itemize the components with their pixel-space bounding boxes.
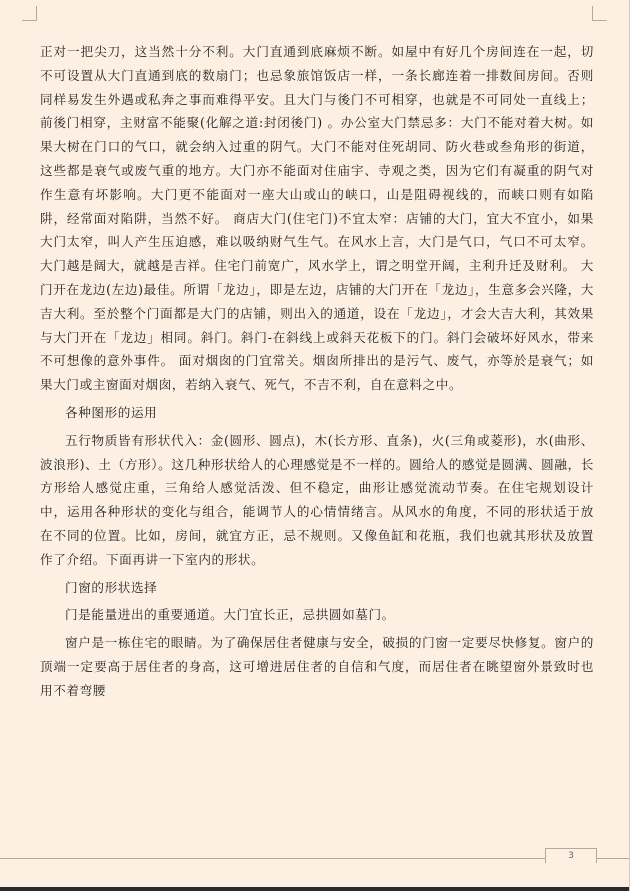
- page-number: 3: [545, 848, 597, 863]
- paragraph-five-elements-shapes: 五行物质皆有形状代入：金(圆形、圆点)，木(长方形、直条)，火(三角或菱形)，水(曲形、波浪形)、土（方形）。这几种形状给人的心理感觉是不一样的。圆给人的感觉是圆满、圆融，长方形给人感觉庄重，三角给人感觉活泼、但不稳定，曲形让感觉流动节奏。在住宅规划设计中，运用各种形状的变化与组合，能调节人的心情情绪言。从风水的角度，不同的形状适于放在不同的位置。比如，房间，就宜方正，忌不规则。又像鱼缸和花瓶，我们也就其形状及放置作了介绍。下面再讲一下室内的形状。: [40, 432, 594, 567]
- paragraph-door-taboos: 正对一把尖刀，这当然十分不利。大门直通到底麻烦不断。如屋中有好几个房间连在一起，切不可设置从大门直通到底的数扇门；也忌象旅馆饭店一样，一条长廊连着一排数间房间。否则同样易发生外遇或私奔之事而难得平安。且大门与後门不可相穿，也就是不可同处一直线上；前後门相穿，主财富不能聚(化解之道:封闭後门) 。办公室大门禁忌多：大门不能对着大树。如果大树在门口的气口，就会纳入过重的阴气。大门不能对住死胡同、防火巷或叁角形的街道，这些都是衰气或废气重的地方。大门亦不能面对住庙宇、寺观之类，因为它们有凝重的阴气对作生意有坏影响。大门更不能面对一座大山或山的峡口，山是阻碍视线的，而峡口则有如陷阱，经常面对陷阱，当然不好。 商店大门(住宅门)不宜太窄：店铺的大门，宜大不宜小，如果大门太窄，叫人产生压迫感，难以吸纳财气生气。在风水上言，大门是气口，气口不可太窄。大门越是阔大，就越是吉祥。住宅门前宽广，风水学上，谓之明堂开阔，主利升迁及财利。 大门开在龙边(左边)最佳。所谓「龙边」，即是左边，店铺的大门开在「龙边」，生意多会兴隆，大吉大利。至於整个门面都是大门的店铺，则出入的通道，设在「龙边」，才会大吉大利，其效果与大门开在「龙边」相同。斜门。斜门-在斜线上或斜天花板下的门。斜门会破坏好风水，带来不可想像的意外事件。 面对烟囱的门宜常关。烟囱所排出的是污气、废气，亦等於是衰气；如果大门或主窗面对烟囱，若纳入衰气、死气，不吉不利，自在意料之中。: [40, 44, 594, 393]
- section-heading-door-window: 门窗的形状选择: [65, 579, 158, 595]
- paragraph-door: 门是能量进出的重要通道。大门宜长正，忌拱圆如墓门。: [65, 607, 395, 623]
- section-heading-shapes: 各种图形的运用: [65, 404, 158, 420]
- footer-rule: [0, 858, 629, 859]
- paragraph-window: 窗户是一栋住宅的眼睛。为了确保居住者健康与安全，破损的门窗一定要尽快修复。窗户的顶端一定要高于居住者的身高，这可增进居住者的自信和气度，而居住者在眺望窗外景致时也用不着弯腰: [40, 635, 594, 698]
- crop-mark-top-right: [592, 6, 607, 21]
- bottom-edge-bar: [0, 887, 629, 891]
- page-body: [40, 40, 594, 703]
- crop-mark-top-left: [22, 6, 37, 21]
